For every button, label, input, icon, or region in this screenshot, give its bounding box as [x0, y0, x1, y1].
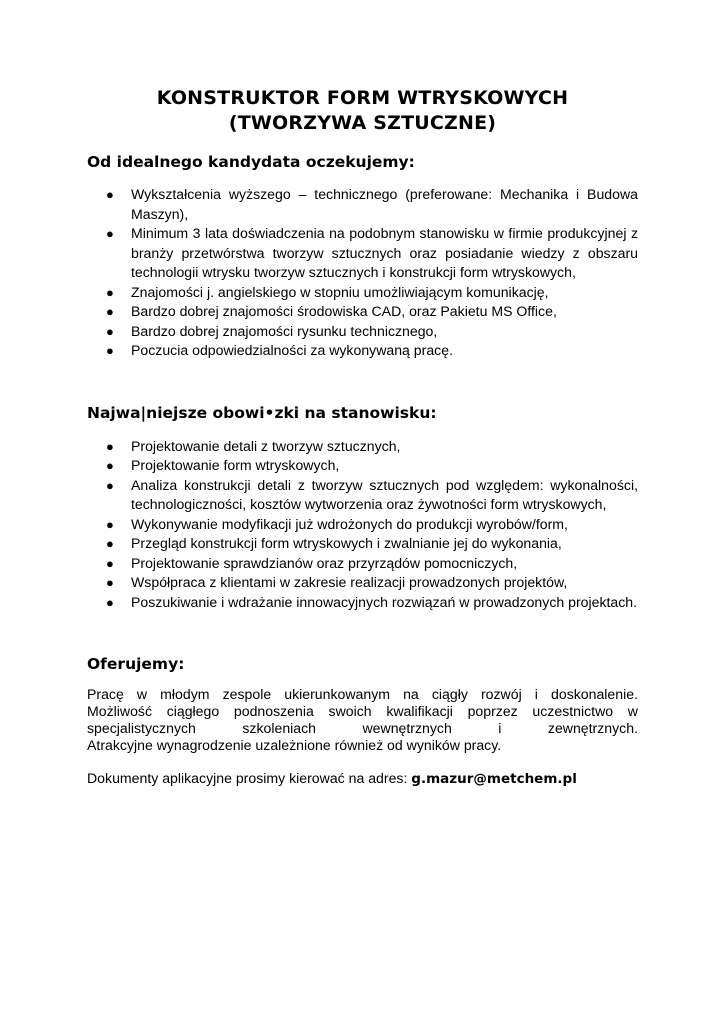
expectations-heading: Od idealnego kandydata oczekujemy: [87, 153, 415, 171]
bullet-icon: ● [106, 284, 114, 300]
bullet-icon: ● [106, 343, 114, 358]
contact-email-link[interactable]: g.mazur@metchem.pl [411, 771, 577, 787]
bullet-icon: ● [106, 438, 114, 454]
duties-list [87, 437, 638, 613]
list-item: ● Projektowanie detali z tworzyw sztucznych, [87, 437, 638, 457]
bullet-icon: ● [106, 575, 114, 590]
list-item: ● Wykonywanie modyfikacji już wdrożonych do produkcji wyrobów/form, [87, 515, 638, 535]
bullet-icon: ● [106, 304, 114, 319]
bullet-icon: ● [106, 187, 114, 202]
list-item: ● Znajomości j. angielskiego w stopniu umożliwiającym komunikację, [87, 283, 638, 303]
bullet-icon: ● [106, 458, 114, 473]
application-paragraph [87, 770, 638, 788]
bullet-icon: ● [106, 323, 114, 339]
list-item: ● Bardzo dobrej znajomości rysunku technicznego, [87, 322, 638, 342]
offer-line-1: Pracę w młodym zespole ukierunkowanym na ciągły rozwój i doskonalenie. [87, 686, 638, 702]
list-item: ● Przegląd konstrukcji form wtryskowych i zwalnianie jej do wykonania, [87, 534, 638, 554]
offer-heading: Oferujemy: [87, 655, 185, 673]
list-item: ● Analiza konstrukcji detali z tworzyw sztucznych pod względem: wykonalności, technologiczności, kosztów wytworzenia oraz żywotności form wtryskowych, [106, 476, 638, 512]
bullet-icon: ● [106, 594, 114, 610]
offer-paragraph [87, 686, 638, 754]
offer-line-4: Atrakcyjne wynagrodzenie uzależnione również od wyników pracy. [87, 737, 502, 753]
application-text: Dokumenty aplikacyjne prosimy kierować na adres: [87, 770, 412, 786]
list-item: ● Projektowanie form wtryskowych, [87, 456, 638, 476]
document-title [87, 86, 638, 136]
list-item: ● Poczucia odpowiedzialności za wykonywaną pracę. [87, 341, 638, 361]
offer-line-3: specjalistycznych szkoleniach wewnętrznych i zewnętrznych. [87, 720, 638, 736]
list-item: ● Wykształcenia wyższego – technicznego (preferowane: Mechanika i Budowa Maszyn), [106, 186, 638, 222]
list-item: ● Projektowanie sprawdzianów oraz przyrządów pomocniczych, [87, 554, 638, 574]
bullet-icon: ● [106, 536, 114, 551]
list-item: ● Minimum 3 lata doświadczenia na podobnym stanowisku w firmie produkcyjnej z branży przetwórstwa tworzyw sztucznych oraz posiadanie wiedzy z obszaru technologii wtrysku tworzyw sztucznych i konstrukcji form wtryskowych, [106, 225, 638, 280]
offer-line-2: Możliwość ciągłego podnoszenia swoich kwalifikacji poprzez uczestnictwo w [87, 703, 638, 719]
title-line-2: (TWORZYWA SZTUCZNE) [228, 112, 497, 134]
bullet-icon: ● [106, 226, 114, 241]
bullet-icon: ● [106, 477, 114, 493]
expectations-list [87, 185, 638, 361]
list-item: ● Bardzo dobrej znajomości środowiska CAD, oraz Pakietu MS Office, [87, 302, 638, 322]
duties-heading: Najwa|niejsze obowi•zki na stanowisku: [87, 403, 437, 422]
bullet-icon: ● [106, 555, 114, 571]
bullet-icon: ● [106, 516, 114, 532]
job-offer-document [87, 86, 638, 788]
list-item: ● Współpraca z klientami w zakresie realizacji prowadzonych projektów, [87, 573, 638, 593]
title-line-1: KONSTRUKTOR FORM WTRYSKOWYCH [156, 87, 569, 109]
list-item: ● Poszukiwanie i wdrażanie innowacyjnych rozwiązań w prowadzonych projektach. [87, 593, 638, 613]
